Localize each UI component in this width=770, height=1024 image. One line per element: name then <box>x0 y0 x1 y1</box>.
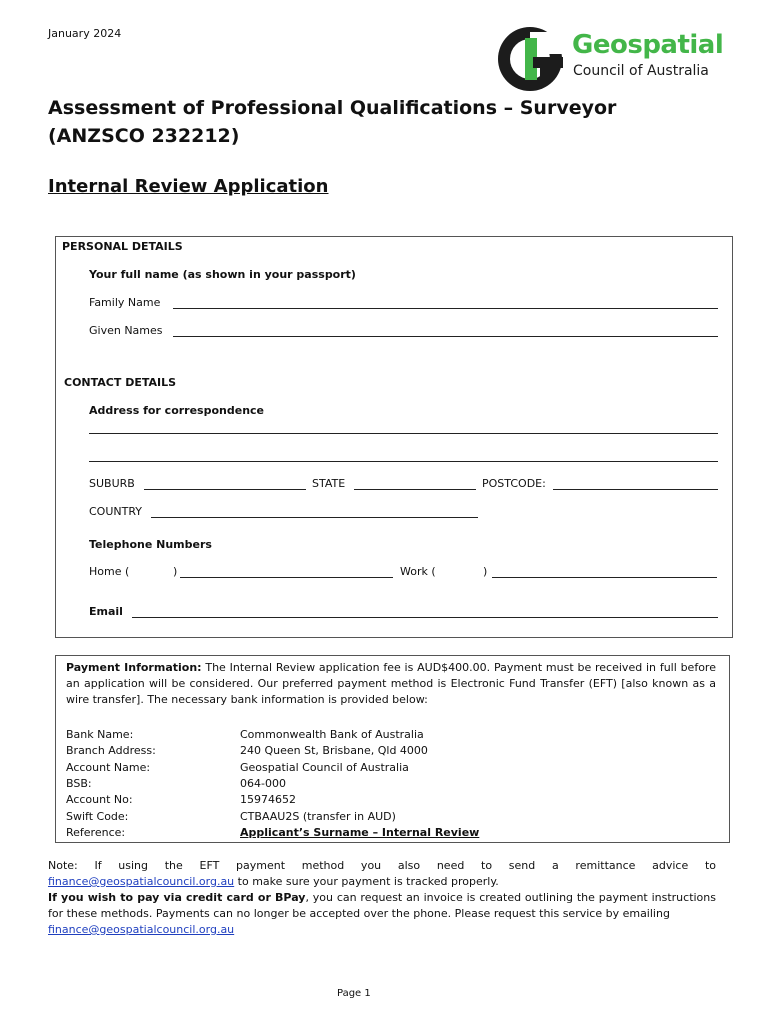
bank-detail-row <box>66 792 296 808</box>
country-label: COUNTRY <box>89 505 142 518</box>
bank-detail-row <box>66 743 428 759</box>
email-field[interactable] <box>132 617 718 618</box>
bank-detail-label: Account Name: <box>66 760 151 774</box>
postcode-label: POSTCODE: <box>482 477 546 490</box>
work-phone-label: Work ( <box>400 565 436 578</box>
address-line-2-field[interactable] <box>89 461 718 462</box>
family-name-label: Family Name <box>89 296 161 309</box>
card-payment-heading: If you wish to pay via credit card or BPay <box>48 891 306 904</box>
page-title: Assessment of Professional Qualifications – Surveyor (ANZSCO 232212) <box>48 97 617 147</box>
bank-detail-label: Branch Address: <box>66 744 156 758</box>
contact-details-heading: CONTACT DETAILS <box>64 376 177 389</box>
note-email-line <box>48 922 716 938</box>
note-line-2 <box>48 874 716 890</box>
address-line-1-field[interactable] <box>89 433 718 434</box>
state-field[interactable] <box>354 489 476 490</box>
address-label: Address for correspondence <box>89 404 265 417</box>
finance-email-link-2[interactable]: finance@geospatialcouncil.org.au <box>48 923 235 936</box>
card-payment-note <box>48 890 716 922</box>
note-line-2-text: to make sure your payment is tracked properly. <box>234 875 499 888</box>
bank-detail-row <box>66 809 396 825</box>
bank-detail-value: 240 Queen St, Brisbane, Qld 4000 <box>240 744 428 758</box>
finance-email-link[interactable]: finance@geospatialcouncil.org.au <box>48 875 235 888</box>
home-phone-label: Home ( <box>89 565 130 578</box>
bank-detail-value: Geospatial Council of Australia <box>240 760 409 774</box>
email-label: Email <box>89 605 123 618</box>
bank-detail-row <box>66 825 479 841</box>
details-form-box <box>55 236 733 638</box>
page-number: Page 1 <box>337 988 371 999</box>
bank-detail-value: Applicant’s Surname – Internal Review <box>240 825 480 839</box>
bank-detail-row <box>66 727 424 743</box>
bank-detail-row <box>66 760 409 776</box>
card-payment-text: , you can request an invoice is created outlining the payment instructions for these methods. Payments can no longer be accepted over the phone. Please request this service by emailing <box>48 891 716 920</box>
payment-note <box>48 858 716 938</box>
telephone-numbers-label: Telephone Numbers <box>89 538 212 551</box>
logo-text-geospatial: Geospatial <box>572 30 724 60</box>
full-name-label: Your full name (as shown in your passport) <box>89 268 356 281</box>
home-phone-close: ) <box>173 565 178 578</box>
logo-g-icon <box>497 26 565 92</box>
bank-detail-value: Commonwealth Bank of Australia <box>240 728 424 741</box>
note-line-1: Note: If using the EFT payment method you also need to send a remittance advice to <box>48 859 716 872</box>
bank-detail-row <box>66 776 286 792</box>
bank-detail-value: CTBAAU2S (transfer in AUD) <box>240 809 396 823</box>
bank-detail-label: Account No: <box>66 793 133 807</box>
state-label: STATE <box>312 477 346 490</box>
bank-detail-value: 15974652 <box>240 793 296 807</box>
given-names-field[interactable] <box>173 336 718 337</box>
document-date: January 2024 <box>48 27 122 40</box>
payment-intro <box>66 660 716 708</box>
suburb-label: SUBURB <box>89 477 135 490</box>
given-names-label: Given Names <box>89 324 163 337</box>
form-subtitle: Internal Review Application <box>48 176 329 197</box>
bank-detail-label: Reference: <box>66 825 126 839</box>
personal-details-heading: PERSONAL DETAILS <box>62 240 183 253</box>
payment-info-box <box>55 655 730 843</box>
country-field[interactable] <box>151 517 478 518</box>
payment-intro-heading: Payment Information: <box>66 661 202 674</box>
family-name-field[interactable] <box>173 308 718 309</box>
bank-detail-value: 064-000 <box>240 776 286 790</box>
bank-detail-label: BSB: <box>66 776 92 790</box>
bank-detail-label: Swift Code: <box>66 809 129 823</box>
suburb-field[interactable] <box>144 489 306 490</box>
bank-detail-label: Bank Name: <box>66 728 134 741</box>
work-phone-close: ) <box>483 565 488 578</box>
geospatial-council-logo <box>497 26 737 92</box>
postcode-field[interactable] <box>553 489 718 490</box>
payment-intro-text: The Internal Review application fee is AUD$400.00. Payment must be received in full before an application will be considered. Our preferred payment method is Electronic Fund Transfer (EFT) [also known as a wire transfer]. The necessary bank information is provided below: <box>66 661 716 706</box>
logo-text-council: Council of Australia <box>573 63 709 79</box>
work-phone-field[interactable] <box>492 577 717 578</box>
home-phone-field[interactable] <box>180 577 393 578</box>
